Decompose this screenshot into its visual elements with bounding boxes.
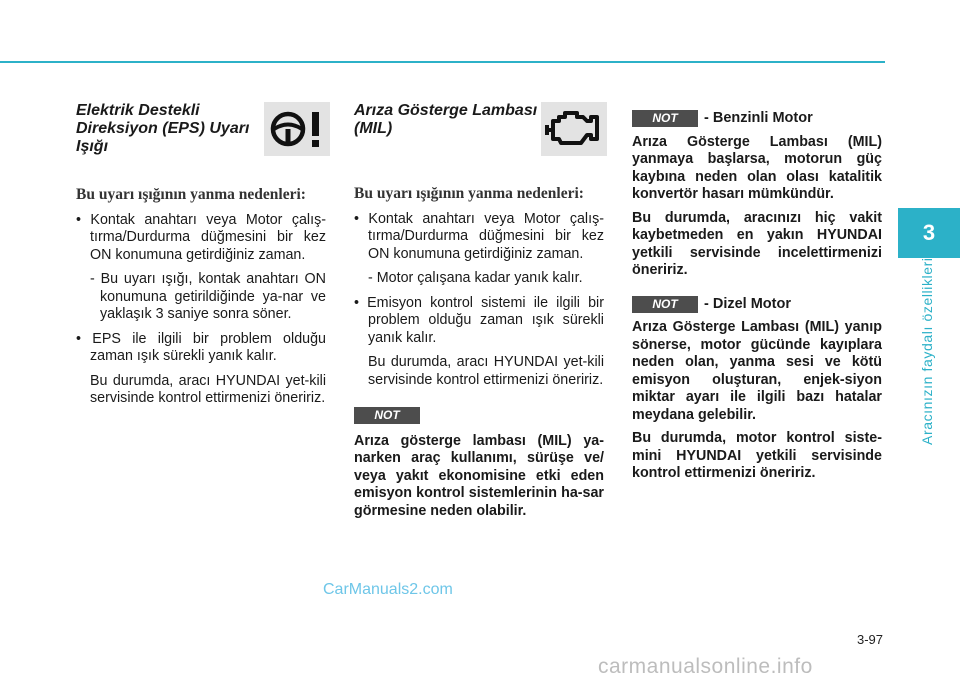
note-gasoline-p2: Bu durumda, aracınızı hiç vakit kaybetmeden en yakın HYUNDAI yetkili servisinde incelettirmenizi öneririz. bbox=[632, 209, 882, 278]
column-eps bbox=[76, 102, 326, 415]
mil-bullet-1: • Kontak anahtarı veya Motor çalış-tırma/Durdurma düğmesini bir kez ON konumuna getirdiğiniz zaman. bbox=[354, 210, 604, 262]
column-mil bbox=[354, 102, 604, 526]
footer-watermark: carmanualsonline.info bbox=[598, 655, 813, 678]
mil-dash-1: - Motor çalışana kadar yanık kalır. bbox=[368, 270, 583, 286]
mil-subheading: Bu uyarı ışığının yanma nedenleri: bbox=[354, 185, 584, 202]
section-tab: 3 bbox=[898, 208, 960, 258]
eps-bullet-2: • EPS ile ilgili bir problem olduğu zaman ışık sürekli yanık kalır. bbox=[76, 330, 326, 364]
mil-note-text: Arıza gösterge lambası (MIL) ya-narken araç kullanımı, sürüşe ve/ veya yakıt ekonomisine etki eden emisyon kontrol sistemlerinin ha-sar görmesine neden olabilir. bbox=[354, 432, 604, 519]
note-gasoline-title: - Benzinli Motor bbox=[704, 110, 813, 126]
mil-bullet-2: • Emisyon kontrol sistemi ile ilgili bir problem olduğu zaman ışık sürekli yanık kalır. bbox=[354, 294, 604, 346]
column-notes bbox=[632, 110, 882, 489]
note-diesel-p2: Bu durumda, motor kontrol siste-mini HYUNDAI yetkili servisinde kontrol ettirmenizi öneririz. bbox=[632, 430, 882, 481]
eps-title: Elektrik Destekli Direksiyon (EPS) Uyarı Işığı bbox=[76, 102, 250, 155]
note-gasoline-p1: Arıza Gösterge Lambası (MIL) yanmaya başlarsa, motorun güç kaybına neden olan olası katalitik konvertör hasarı mümkündür. bbox=[632, 133, 882, 202]
header-rule bbox=[0, 61, 885, 63]
eps-subheading: Bu uyarı ışığının yanma nedenleri: bbox=[76, 186, 306, 203]
eps-bullet-1: • Kontak anahtarı veya Motor çalış-tırma/Durdurma düğmesini bir kez ON konumuna getirdiğiniz zaman. bbox=[76, 211, 326, 263]
eps-steering-warning-icon bbox=[264, 102, 330, 156]
note-gasoline-header bbox=[632, 110, 882, 128]
note-diesel-p1: Arıza Gösterge Lambası (MIL) yanıp sönerse, motor gücünde kayıplara neden olan, yanma sesi ve kötü emisyon oluşturan, enjek-siyon miktar ayarı ile ilgili bazı hatalar meydana gelebilir. bbox=[632, 319, 882, 423]
note-diesel-title: - Dizel Motor bbox=[704, 295, 791, 312]
eps-paragraph: Bu durumda, aracı HYUNDAI yet-kili servisinde kontrol ettirmenizi öneririz. bbox=[90, 372, 326, 406]
engine-check-icon bbox=[541, 102, 607, 156]
page-number: 3-97 bbox=[857, 632, 884, 647]
note-badge: NOT bbox=[632, 296, 698, 313]
eps-dash-1: - Bu uyarı ışığı, kontak anahtarı ON konumuna getirildiğinde ya-nar ve yaklaşık 3 saniye sonra söner. bbox=[90, 271, 326, 322]
note-badge: NOT bbox=[354, 407, 420, 424]
mil-paragraph: Bu durumda, aracı HYUNDAI yet-kili servisinde kontrol ettirmenizi öneririz. bbox=[368, 354, 604, 388]
note-diesel-header bbox=[632, 296, 882, 314]
mil-title: Arıza Gösterge Lambası (MIL) bbox=[354, 102, 538, 137]
watermark-link[interactable]: CarManuals2.com bbox=[323, 581, 453, 598]
note-badge: NOT bbox=[632, 110, 698, 127]
side-chapter-title: Aracınızın faydalı özellikleri bbox=[919, 257, 935, 445]
